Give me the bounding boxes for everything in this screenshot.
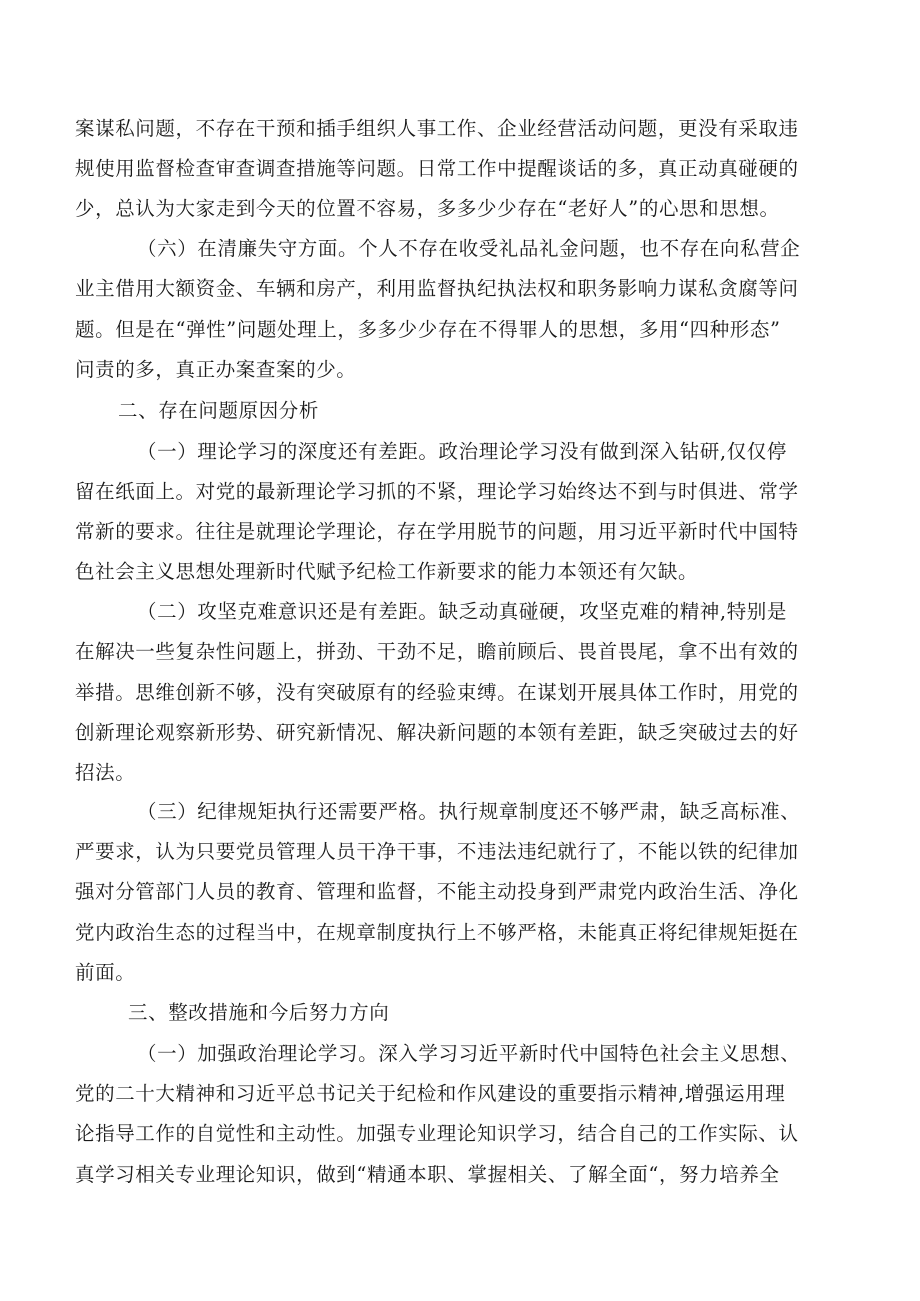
text-line: 论指导工作的自觉性和主动性。加强专业理论知识学习，结合自己的工作实际、认 <box>75 1122 799 1145</box>
text-line: 真学习相关专业理论知识，做到“精通本职、掌握相关、了解全面“，努力培养全 <box>75 1163 780 1186</box>
text-line: 常新的要求。往往是就理论学理论，存在学用脱节的问题，用习近平新时代中国特 <box>75 520 799 543</box>
text-line: 题。但是在“弹性”问题处理上，多多少少存在不得罪人的思想，多用“四种形态” <box>75 318 781 341</box>
text-line: 创新理论观察新形势、研究新情况、解决新问题的本领有差距，缺乏突破过去的好 <box>75 721 799 744</box>
text-line: （二）攻坚克难意识还是有差距。缺乏动真碰硬，攻坚克难的精神,特别是 <box>137 600 787 623</box>
text-line: 党内政治生态的过程当中，在规章制度执行上不够严格，未能真正将纪律规矩挺在 <box>75 921 799 944</box>
text-line: 规使用监督检查审查调查措施等问题。日常工作中提醒谈话的多，真正动真碰硬的 <box>75 157 799 180</box>
text-line: 前面。 <box>75 961 136 984</box>
text-line: 案谋私问题，不存在干预和插手组织人事工作、企业经营活动问题，更没有采取违 <box>75 117 799 140</box>
text-line: 色社会主义思想处理新时代赋予纪检工作新要求的能力本领还有欠缺。 <box>75 560 699 583</box>
text-line: 举措。思维创新不够，没有突破原有的经验束缚。在谋划开展具体工作时，用党的 <box>75 681 799 704</box>
text-line: 强对分管部门人员的教育、管理和监督，不能主动投身到严肃党内政治生活、净化 <box>75 880 799 903</box>
text-line: 留在纸面上。对党的最新理论学习抓的不紧，理论学习始终达不到与时俱进、常学 <box>75 480 799 503</box>
section-heading: 二、存在问题原因分析 <box>118 399 320 422</box>
text-line: 问责的多，真正办案查案的少。 <box>75 358 357 381</box>
text-line: 招法。 <box>75 761 136 784</box>
text-line: （一）理论学习的深度还有差距。政治理论学习没有做到深入钻研,仅仅停 <box>137 440 787 463</box>
text-line: （三）纪律规矩执行还需要严格。执行规章制度还不够严肃，缺乏高标准、 <box>137 800 801 823</box>
text-line: 严要求，认为只要党员管理人员干净干事，不违法违纪就行了，不能以铁的纪律加 <box>75 840 799 863</box>
text-line: 在解决一些复杂性问题上，拼劲、干劲不足，瞻前顾后、畏首畏尾，拿不出有效的 <box>75 640 799 663</box>
text-line: 党的二十大精神和习近平总书记关于纪检和作风建设的重要指示精神,增强运用理 <box>75 1082 786 1105</box>
text-line: （六）在清廉失守方面。个人不存在收受礼品礼金问题，也不存在向私营企 <box>137 237 801 260</box>
text-line: 少，总认为大家走到今天的位置不容易，多多少少存在“老好人”的心思和思想。 <box>75 197 780 220</box>
section-heading: 三、整改措施和今后努力方向 <box>128 1001 390 1024</box>
text-line: （一）加强政治理论学习。深入学习习近平新时代中国特色社会主义思想、 <box>137 1042 801 1065</box>
text-line: 业主借用大额资金、车辆和房产，利用监督执纪执法权和职务影响力谋私贪腐等问 <box>75 277 799 300</box>
